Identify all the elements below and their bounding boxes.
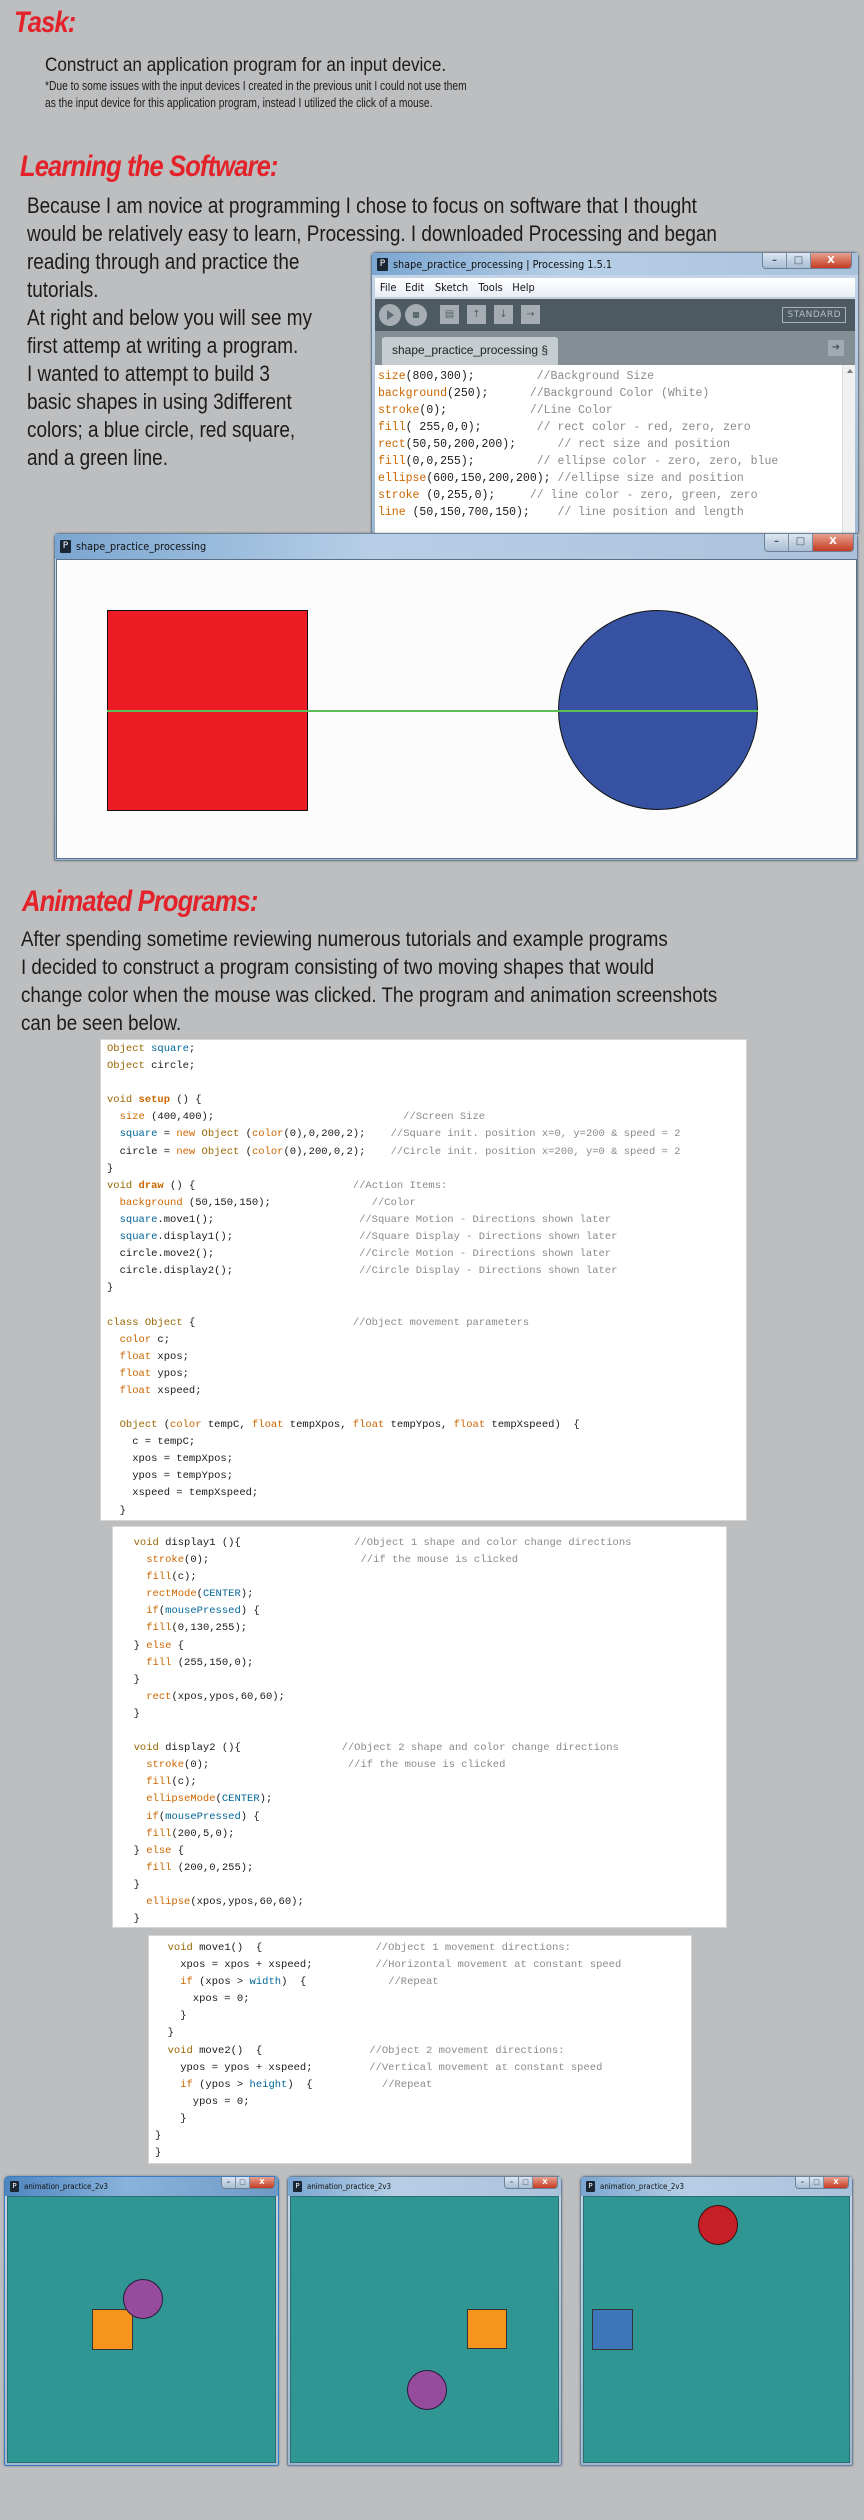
code-line: circle.move2(); //Circle Motion - Directions shown later — [107, 1248, 612, 1261]
learning-line: basic shapes in using 3different — [27, 389, 292, 414]
open-up-arrow-icon: ↑ — [472, 309, 481, 320]
code-panel-move-methods — [148, 1935, 692, 2164]
code-line: } — [107, 1504, 126, 1517]
sketch-window-title: shape_practice_processing — [76, 540, 207, 553]
code-line: rect(50,50,200,200); // rect size and position — [378, 438, 730, 451]
processing-p-icon: P — [377, 258, 388, 271]
code-line — [121, 1723, 726, 1740]
minimize-icon[interactable]: – — [765, 534, 789, 551]
close-icon[interactable]: X — [250, 2177, 274, 2188]
task-note-line2: as the input device for this application program, instead I utilized the click of a mouse. — [45, 96, 433, 110]
code-line: circle.display2(); //Circle Display - Directions shown later — [107, 1265, 618, 1278]
code-line: void display2 (){ //Object 2 shape and color change directions — [133, 1742, 619, 1755]
animated-heading: Animated Programs: — [22, 885, 258, 918]
animation-canvas[interactable] — [290, 2196, 559, 2463]
code-line: stroke(0); //if the mouse is clicked — [146, 1554, 519, 1567]
menu-sketch[interactable]: Sketch — [434, 281, 468, 294]
export-button[interactable] — [521, 305, 540, 324]
code-line: ypos = tempYpos; — [107, 1470, 234, 1483]
red-circle-shape — [698, 2205, 738, 2245]
code-line: ypos = 0; — [155, 2095, 250, 2108]
export-arrow-icon: → — [526, 309, 535, 320]
code-line: ellipseMode(CENTER); — [146, 1793, 273, 1806]
sketch-window-controls — [764, 534, 854, 552]
code-line: void display1 (){ //Object 1 shape and color change directions — [133, 1537, 632, 1549]
code-line — [107, 1400, 746, 1417]
code-line: ellipse(xpos,ypos,60,60); — [146, 1895, 304, 1908]
code-line: } — [155, 2010, 187, 2023]
code-line: rectMode(CENTER); — [146, 1588, 254, 1601]
processing-ide-window — [371, 252, 859, 534]
scroll-up-arrow-icon — [847, 369, 853, 373]
ide-window-controls — [762, 253, 852, 269]
close-icon[interactable]: X — [533, 2177, 557, 2188]
close-icon[interactable]: X — [824, 2177, 848, 2188]
task-statement: Construct an application program for an input device. — [45, 55, 447, 76]
code-line: fill (200,0,255); — [146, 1861, 254, 1874]
code-line: line (50,150,700,150); // line position and length — [378, 506, 744, 519]
code-line: } — [107, 1162, 114, 1175]
code-line: fill(0,130,255); — [146, 1622, 248, 1635]
menu-help[interactable]: Help — [512, 281, 535, 294]
animation-window-controls — [221, 2177, 275, 2189]
code-line: float ypos; — [119, 1367, 189, 1380]
code-line: color c; — [119, 1333, 171, 1346]
code-line: xpos = xpos + xspeed; //Horizontal movement at constant speed — [155, 1959, 622, 1972]
maximize-icon[interactable]: □ — [236, 2177, 250, 2188]
code-line: class Object { //Object movement parameters — [107, 1316, 530, 1329]
animation-window-title: animation_practice_2v3 — [307, 2182, 392, 2191]
learning-line: would be relatively easy to learn, Processing. I downloaded Processing and began — [27, 221, 717, 246]
code-line: xpos = 0; — [155, 1993, 250, 2006]
code-line: stroke(0); //if the mouse is clicked — [146, 1759, 506, 1772]
ide-tab-row — [375, 331, 855, 365]
code-panel-2-text — [113, 1527, 726, 1928]
minimize-icon[interactable]: – — [796, 2177, 810, 2188]
code-editor[interactable] — [375, 365, 855, 533]
blue-square-shape — [592, 2309, 633, 2350]
code-line: } — [121, 1913, 140, 1926]
processing-p-icon: P — [60, 540, 71, 553]
tab-shape-practice-processing[interactable]: shape_practice_processing § — [382, 337, 558, 365]
code-line: fill(c); — [146, 1571, 197, 1584]
code-line: } — [155, 2147, 162, 2160]
sketch-output-window — [54, 533, 858, 861]
code-line: float xspeed; — [119, 1384, 202, 1397]
maximize-icon[interactable]: □ — [787, 253, 811, 268]
maximize-icon[interactable]: □ — [519, 2177, 533, 2188]
code-line: size(800,300); //Background Size — [378, 370, 655, 383]
code-line: if (ypos > height) { //Repeat — [180, 2078, 433, 2091]
code-line — [107, 1075, 746, 1092]
processing-p-icon: P — [586, 2181, 595, 2192]
code-line: square.display1(); //Square Display - Directions shown later — [119, 1231, 618, 1244]
minimize-icon[interactable]: – — [505, 2177, 519, 2188]
learning-line: tutorials. — [27, 277, 99, 302]
learning-line: and a green line. — [27, 445, 168, 470]
code-line: xpos = tempXpos; — [107, 1453, 234, 1466]
animation-window-3 — [580, 2176, 853, 2466]
save-down-arrow-icon: ↓ — [499, 309, 508, 320]
code-line: Object circle; — [107, 1060, 196, 1073]
new-button[interactable] — [440, 305, 459, 324]
animation-window-controls — [795, 2177, 849, 2189]
editor-vertical-scrollbar[interactable] — [842, 365, 855, 533]
code-line: ypos = ypos + xspeed; //Vertical movement at constant speed — [155, 2061, 603, 2074]
animated-line: can be seen below. — [21, 1011, 182, 1035]
code-line: } — [121, 1673, 140, 1686]
orange-square-shape — [467, 2309, 507, 2349]
code-line: Object square; — [107, 1043, 196, 1055]
code-line: } — [121, 1707, 140, 1720]
menu-edit[interactable]: Edit — [405, 281, 425, 294]
code-line: stroke (0,255,0); // line color - zero, green, zero — [378, 489, 758, 502]
code-line: if (xpos > width) { //Repeat — [180, 1976, 439, 1989]
code-line: void move2() { //Object 2 movement directions: — [167, 2044, 565, 2057]
code-line: } — [121, 1878, 140, 1891]
purple-circle-shape — [123, 2279, 163, 2319]
code-line: } — [155, 2130, 162, 2143]
learning-line: first attemp at writing a program. — [27, 333, 299, 358]
open-button[interactable] — [467, 305, 486, 324]
code-line: void draw () { //Action Items: — [107, 1179, 448, 1192]
code-editor-text — [375, 365, 855, 521]
code-line: square = new Object (color(0),0,200,2); //Square init. position x=0, y=200 & speed = 2 — [119, 1128, 681, 1141]
code-line: if(mousePressed) { — [146, 1810, 260, 1823]
code-line: ellipse(600,150,200,200); //ellipse size and position — [378, 472, 744, 485]
processing-p-icon: P — [293, 2181, 302, 2192]
task-heading: Task: — [14, 6, 76, 39]
ide-menu-bar — [375, 278, 855, 298]
animation-window-1 — [4, 2176, 279, 2466]
processing-p-icon: P — [10, 2181, 19, 2192]
code-line: fill(200,5,0); — [146, 1827, 235, 1840]
ide-toolbar — [375, 299, 855, 331]
menu-file[interactable]: File — [379, 281, 397, 294]
code-line: } else { — [121, 1639, 185, 1652]
minimize-icon[interactable]: – — [763, 253, 787, 268]
animated-line: change color when the mouse was clicked. The program and animation screenshots — [21, 983, 718, 1007]
code-line: circle = new Object (color(0),200,0,2); //Circle init. position x=200, y=0 & speed = 2 — [107, 1145, 681, 1158]
save-button[interactable] — [494, 305, 513, 324]
code-line: rect(xpos,ypos,60,60); — [146, 1690, 285, 1703]
tab-menu-arrow-icon[interactable]: ➜ — [828, 340, 844, 356]
orange-square-shape — [92, 2309, 133, 2350]
code-line: background (50,150,150); //Color — [119, 1196, 416, 1209]
code-line: fill (255,150,0); — [146, 1656, 254, 1669]
code-line: void move1() { //Object 1 movement directions: — [167, 1942, 571, 1954]
minimize-icon[interactable]: – — [222, 2177, 236, 2188]
code-panel-3-text — [149, 1936, 691, 2162]
code-line: square.move1(); //Square Motion - Directions shown later — [119, 1213, 612, 1226]
code-line: if(mousePressed) { — [146, 1605, 260, 1618]
learning-line: At right and below you will see my — [27, 305, 312, 330]
animation-window-title: animation_practice_2v3 — [24, 2182, 109, 2191]
code-panel-setup-draw-class — [100, 1039, 747, 1521]
new-file-icon: ▤ — [444, 309, 455, 320]
maximize-icon[interactable]: □ — [810, 2177, 824, 2188]
stop-icon — [413, 312, 419, 318]
code-line: c = tempC; — [107, 1436, 196, 1449]
code-line: } else { — [121, 1844, 185, 1857]
learning-line: colors; a blue circle, red square, — [27, 417, 296, 442]
code-line: stroke(0); //Line Color — [378, 404, 613, 417]
play-icon — [387, 310, 394, 320]
code-panel-1-text — [101, 1040, 746, 1520]
learning-line: Because I am novice at programming I chose to focus on software that I thought — [27, 193, 697, 218]
code-line — [107, 1297, 746, 1314]
code-line: size (400,400); //Screen Size — [119, 1111, 486, 1124]
close-icon[interactable]: X — [813, 534, 853, 551]
sketch-title-bar[interactable] — [55, 534, 857, 559]
code-line: float xpos; — [119, 1350, 189, 1363]
task-note-line1: *Due to some issues with the input devices I created in the previous unit I could not use them — [45, 79, 467, 93]
learning-line: reading through and practice the — [27, 249, 300, 274]
run-button[interactable] — [379, 304, 401, 326]
maximize-icon[interactable]: □ — [789, 534, 813, 551]
code-line: Object (color tempC, float tempXpos, float tempYpos, float tempXspeed) { — [119, 1419, 580, 1432]
code-line: fill(0,0,255); // ellipse color - zero, zero, blue — [378, 455, 779, 468]
close-icon[interactable]: X — [811, 253, 851, 268]
stop-button[interactable] — [405, 304, 427, 326]
sketch-canvas[interactable] — [56, 559, 857, 859]
mode-standard-button[interactable]: STANDARD — [782, 307, 846, 323]
code-line: } — [155, 2027, 174, 2040]
animated-line: I decided to construct a program consisting of two moving shapes that would — [21, 955, 655, 979]
purple-circle-shape — [407, 2370, 447, 2410]
animation-window-title: animation_practice_2v3 — [600, 2182, 685, 2191]
learning-heading: Learning the Software: — [20, 150, 278, 183]
animation-canvas[interactable] — [7, 2196, 276, 2463]
animated-line: After spending sometime reviewing numerous tutorials and example programs — [21, 927, 668, 951]
code-line: fill(c); — [146, 1776, 197, 1789]
ide-window-title: shape_practice_processing | Processing 1.5.1 — [393, 257, 613, 271]
code-line: background(250); //Background Color (White) — [378, 387, 710, 400]
code-line: fill( 255,0,0); // rect color - red, zero, zero — [378, 421, 751, 434]
code-line: } — [155, 2112, 187, 2125]
code-line: } — [107, 1282, 114, 1295]
animation-canvas[interactable] — [583, 2196, 850, 2463]
menu-tools[interactable]: Tools — [478, 281, 503, 294]
animation-window-2 — [287, 2176, 562, 2466]
code-line: void setup () { — [107, 1094, 202, 1107]
green-line-shape — [107, 710, 758, 712]
animation-window-controls — [504, 2177, 558, 2189]
code-line: xspeed = tempXspeed; — [107, 1487, 259, 1500]
learning-line: I wanted to attempt to build 3 — [27, 361, 270, 386]
code-panel-display-methods — [112, 1526, 727, 1928]
